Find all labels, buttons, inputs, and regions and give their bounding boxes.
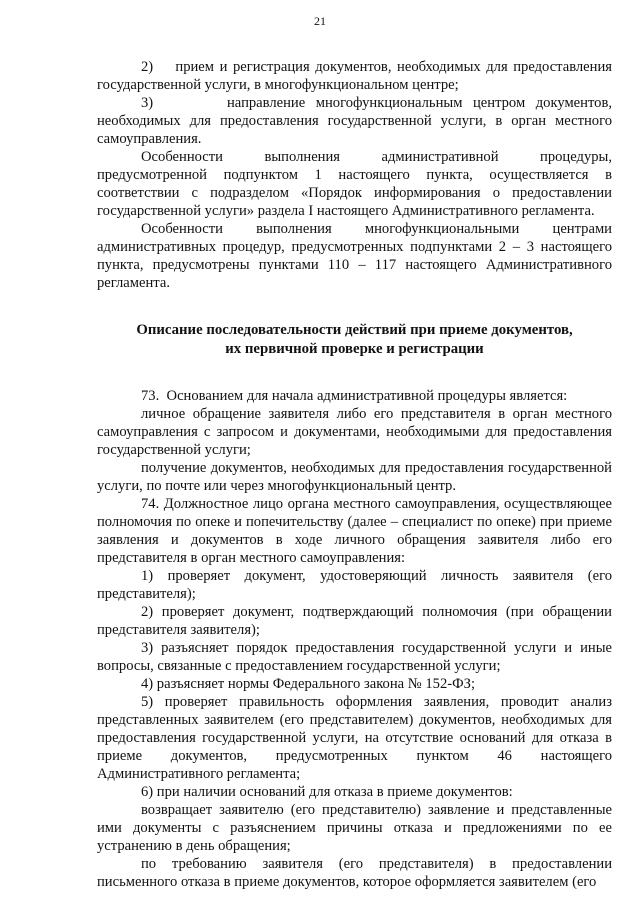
paragraph-73: 73. Основанием для начала административной процедуры является:	[141, 388, 568, 404]
paragraph-74: 74. Должностное лицо органа местного самоуправления, осуществляющее полномочия по опеке и попечительству (далее – специалист по опеке) при приеме заявления и документов в ходе личного обращения заявителя либо его представителя в орган местного самоуправления:	[97, 496, 612, 566]
paragraph-item-3: 3) направление многофункциональным центром документов, необходимых для предоставления государственной услуги, в орган местного самоуправления.	[97, 95, 612, 147]
section-heading	[97, 321, 612, 359]
paragraph-personal-appeal: личное обращение заявителя либо его представителя в орган местного самоуправления с запросом и документами, необходимыми для предоставления государственной услуги;	[97, 406, 612, 458]
section-heading-line-2: их первичной проверке и регистрации	[225, 341, 484, 357]
list-item-4: 4) разъясняет нормы Федерального закона № 152-ФЗ;	[141, 676, 476, 692]
section-heading-line-1: Описание последовательности действий при приеме документов,	[136, 322, 573, 338]
list-item-2: 2) проверяет документ, подтверждающий полномочия (при обращении представителя заявителя);	[97, 604, 612, 638]
paragraph-written-refusal: по требованию заявителя (его представителя) в предоставлении письменного отказа в приеме документов, которое оформляется заявителем (его	[97, 856, 612, 890]
list-item-6: 6) при наличии оснований для отказа в приеме документов:	[141, 784, 513, 800]
list-item-1: 1) проверяет документ, удостоверяющий личность заявителя (его представителя);	[97, 568, 612, 602]
document-body	[97, 58, 612, 891]
paragraph-features-1: Особенности выполнения административной процедуры, предусмотренной подпунктом 1 настоящего пункта, осуществляется в соответствии с подразделом «Порядок информирования о предоставлении государственной услуги» раздела I настоящего Административного регламента.	[97, 149, 612, 219]
paragraph-return-documents: возвращает заявителю (его представителю) заявление и представленные ими документы с разъяснением причины отказа и предложениями по ее устранению в день обращения;	[97, 802, 612, 854]
list-item-3: 3) разъясняет порядок предоставления государственной услуги и иные вопросы, связанные с предоставлением государственной услуги;	[97, 640, 612, 674]
list-item-5: 5) проверяет правильность оформления заявления, проводит анализ представленных заявителем (его представителем) документов, необходимых для предоставления государственной услуги, на отсутствие оснований для отказа в приеме документов, предусмотренных пунктом 46 настоящего Административного регламента;	[97, 694, 612, 782]
paragraph-item-2: 2) прием и регистрация документов, необходимых для предоставления государственной услуги, в многофункциональном центре;	[97, 59, 612, 93]
page-number: 21	[314, 14, 326, 28]
paragraph-features-2: Особенности выполнения многофункциональными центрами административных процедур, предусмотренных подпунктами 2 – 3 настоящего пункта, предусмотрены пунктами 110 – 117 настоящего Административного регламента.	[97, 221, 612, 291]
paragraph-receipt: получение документов, необходимых для предоставления государственной услуги, по почте или через многофункциональный центр.	[97, 460, 612, 494]
